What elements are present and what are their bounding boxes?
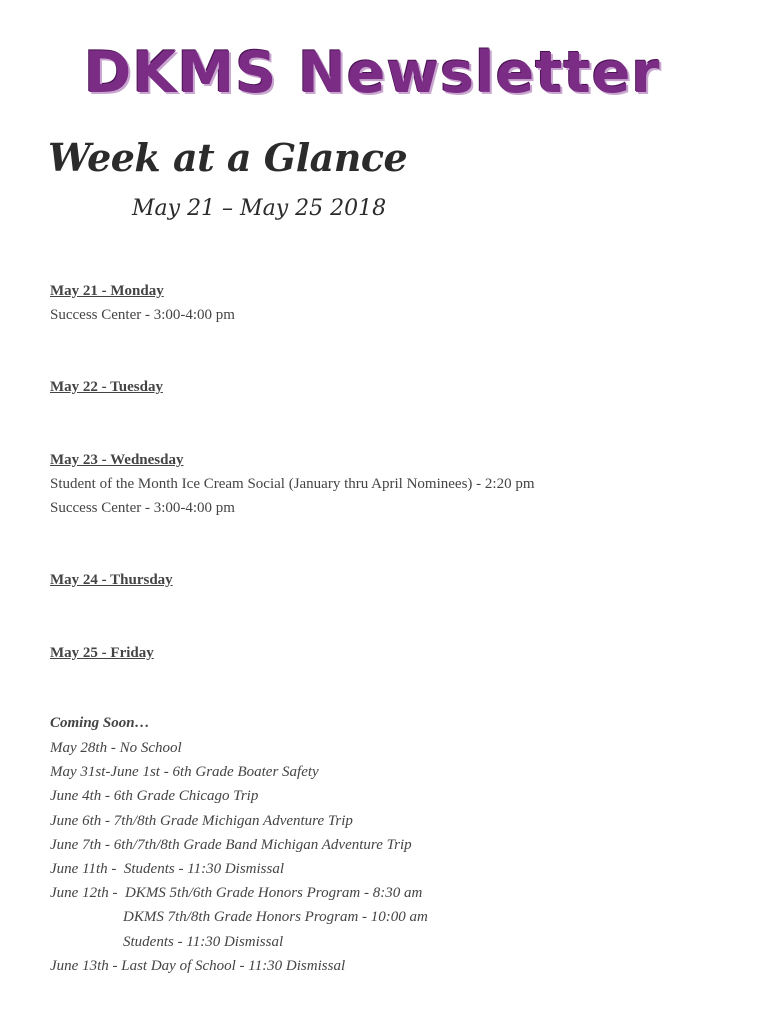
day-heading-thursday: May 24 - Thursday (50, 572, 173, 588)
coming-soon-item: May 28th - No School (50, 740, 182, 756)
date-range: May 21 – May 25 2018 (132, 196, 387, 221)
week-at-a-glance-heading: Week at a Glance (48, 135, 408, 180)
coming-soon-item: June 12th - DKMS 5th/6th Grade Honors Program - 8:30 am (50, 885, 423, 902)
coming-soon-item: June 7th - 6th/7th/8th Grade Band Michigan Adventure Trip (50, 836, 412, 853)
day-heading-wednesday: May 23 - Wednesday (50, 452, 184, 468)
newsletter-title: DKMS Newsletter (84, 40, 661, 106)
event-wednesday-ice-cream-social: Student of the Month Ice Cream Social (January thru April Nominees) - 2:20 pm (50, 476, 535, 492)
coming-soon-item: June 6th - 7th/8th Grade Michigan Adventure Trip (50, 812, 353, 829)
coming-soon-item: DKMS 7th/8th Grade Honors Program - 10:00 am (123, 909, 428, 926)
coming-soon-item: June 4th - 6th Grade Chicago Trip (50, 788, 259, 805)
day-heading-friday: May 25 - Friday (50, 645, 154, 661)
coming-soon-list (50, 739, 428, 981)
event-wednesday-success-center: Success Center - 3:00-4:00 pm (50, 500, 235, 516)
coming-soon-item: June 13th - Last Day of School - 11:30 Dismissal (50, 957, 346, 974)
day-heading-tuesday: May 22 - Tuesday (50, 379, 163, 395)
coming-soon-item: Students - 11:30 Dismissal (123, 933, 284, 950)
coming-soon-item: June 11th - Students - 11:30 Dismissal (50, 860, 285, 877)
coming-soon-heading: Coming Soon… (50, 715, 150, 731)
coming-soon-item: May 31st-June 1st - 6th Grade Boater Safety (50, 764, 319, 781)
day-heading-monday: May 21 - Monday (50, 283, 164, 299)
event-monday-success-center: Success Center - 3:00-4:00 pm (50, 307, 235, 323)
